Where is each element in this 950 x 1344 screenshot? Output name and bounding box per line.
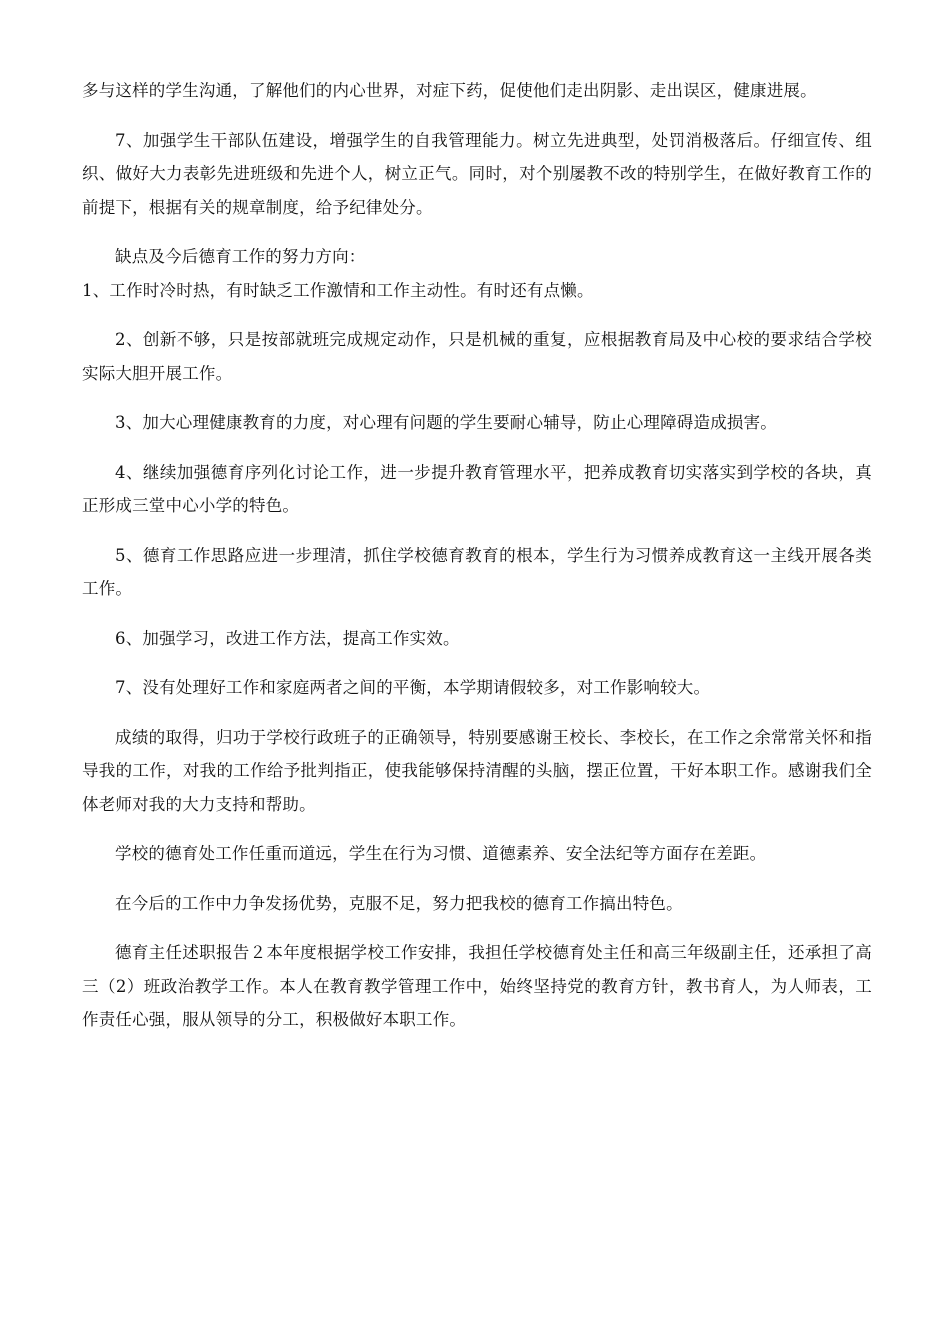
list-item-7: 7、没有处理好工作和家庭两者之间的平衡，本学期请假较多，对工作影响较大。 <box>115 678 711 697</box>
list-item-6: 6、加强学习，改进工作方法，提高工作实效。 <box>115 628 460 648</box>
paragraph-future-work: 在今后的工作中力争发扬优势，克服不足，努力把我校的德育工作搞出特色。 <box>115 893 683 913</box>
paragraph-1: 多与这样的学生沟通，了解他们的内心世界，对症下药，促使他们走出阴影、走出误区，健康进展。 <box>82 81 817 100</box>
paragraph-challenges: 学校的德育处工作任重而道远，学生在行为习惯、道德素养、安全法纪等方面存在差距。 <box>115 844 767 863</box>
list-item-1: 1、工作时冷时热，有时缺乏工作激情和工作主动性。有时还有点懒。 <box>82 280 594 300</box>
list-item-2: 2、创新不够，只是按部就班完成规定动作，只是机械的重复，应根据教育局及中心校的要求结合学校实际大胆开展工作。 <box>82 330 872 383</box>
paragraph-acknowledgement: 成绩的取得，归功于学校行政班子的正确领导，特别要感谢王校长、李校长，在工作之余常常关怀和指导我的工作，对我的工作给予批判指正，使我能够保持清醒的头脑，摆正位置，干好本职工作。感谢我们全体老师对我的大力支持和帮助。 <box>82 727 872 814</box>
paragraph-2: 7、加强学生干部队伍建设，增强学生的自我管理能力。树立先进典型，处罚消极落后。仔细宣传、组织、做好大力表彰先进班级和先进个人，树立正气。同时，对个别屡教不改的特别学生，在做好教育工作的前提下，根据有关的规章制度，给予纪律处分。 <box>82 130 872 217</box>
list-item-5: 5、德育工作思路应进一步理清，抓住学校德育教育的根本，学生行为习惯养成教育这一主线开展各类工作。 <box>82 545 872 598</box>
list-item-3: 3、加大心理健康教育的力度，对心理有问题的学生要耐心辅导，防止心理障碍造成损害。 <box>115 413 777 432</box>
paragraph-report-2: 德育主任述职报告２本年度根据学校工作安排，我担任学校德育处主任和高三年级副主任，还承担了高三（2）班政治教学工作。本人在教育教学管理工作中，始终坚持党的教育方针，教书育人，为人师表，工作责任心强，服从领导的分工，积极做好本职工作。 <box>82 943 872 1029</box>
section-heading-shortcomings: 缺点及今后德育工作的努力方向： <box>115 247 366 266</box>
list-item-4: 4、继续加强德育序列化讨论工作，进一步提升教育管理水平，把养成教育切实落实到学校的各块，真正形成三堂中心小学的特色。 <box>82 462 872 515</box>
document-body <box>82 74 872 1037</box>
